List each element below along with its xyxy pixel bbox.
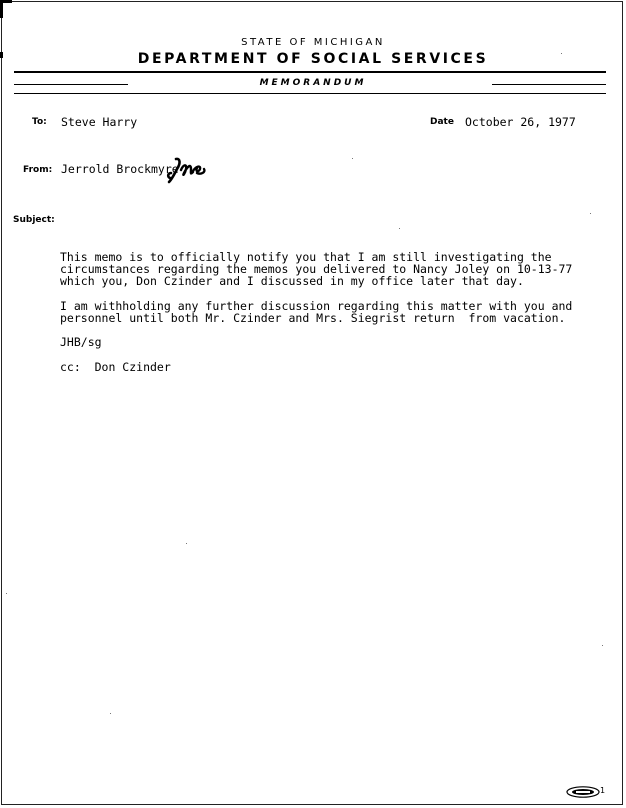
- scan-speck: [399, 228, 400, 229]
- page-number: 1: [600, 786, 606, 795]
- subject-label: Subject:: [13, 215, 55, 225]
- from-value: Jerrold Brockmyre: [61, 162, 179, 176]
- scan-speck: [590, 213, 591, 214]
- body-para1-line1: This memo is to officially notify you that I am still investigating the: [60, 250, 552, 264]
- signature-initials-icon: [166, 155, 216, 185]
- memo-rule-right: [492, 84, 606, 85]
- to-value: Steve Harry: [61, 115, 138, 129]
- cc-line: cc: Don Czinder: [60, 360, 171, 374]
- body-para2-line2: personnel until both Mr. Czinder and Mrs. Siegrist return from vacation.: [60, 311, 566, 325]
- scan-speck: [110, 713, 111, 714]
- date-value: October 26, 1977: [465, 115, 576, 129]
- body-para1-line3: which you, Don Czinder and I discussed in my office later that day.: [60, 274, 524, 288]
- scan-speck: [561, 53, 562, 54]
- memo-title: MEMORANDUM: [259, 78, 367, 88]
- body-para1-line2: circumstances regarding the memos you delivered to Nancy Joley on 10-13-77: [60, 262, 573, 276]
- memo-rule-bottom: [14, 93, 606, 94]
- from-label: From:: [23, 165, 53, 175]
- scan-speck: [6, 593, 7, 594]
- scan-speck: [602, 645, 603, 646]
- scan-speck: [186, 543, 187, 544]
- scan-speck: [352, 158, 353, 159]
- letterhead-department: DEPARTMENT OF SOCIAL SERVICES: [137, 51, 489, 67]
- typist-initials: JHB/sg: [60, 335, 102, 349]
- to-label: To:: [32, 117, 47, 127]
- scan-mark: [0, 0, 3, 18]
- body-para2-line1: I am withholding any further discussion regarding this matter with you and: [60, 299, 573, 313]
- union-bug-icon: [566, 786, 600, 798]
- header-rule: [14, 71, 606, 73]
- letterhead-state: STATE OF MICHIGAN: [241, 37, 385, 48]
- date-label: Date: [430, 117, 454, 127]
